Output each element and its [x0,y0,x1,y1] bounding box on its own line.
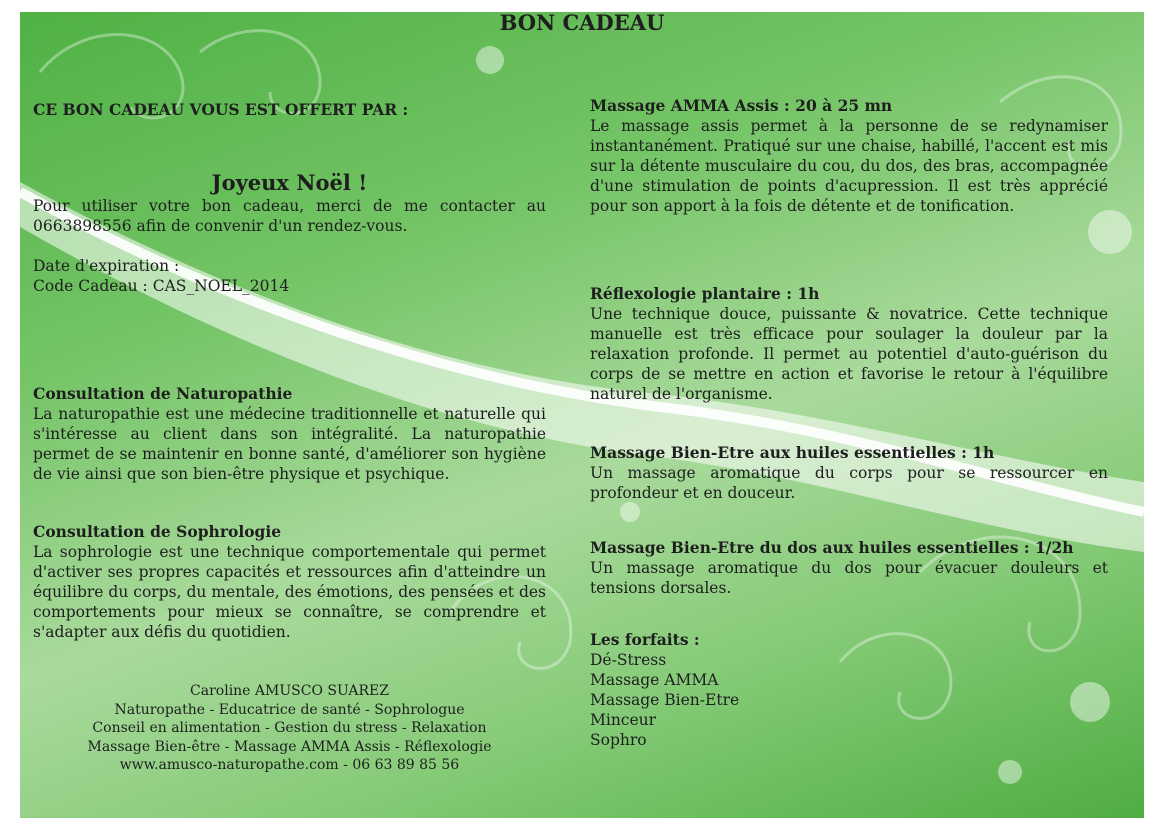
offer-section [33,100,546,296]
service-description: La sophrologie est une technique comportementale qui permet d'activer ses propres capacités et ressources afin d'atteindre un équilibre du corps, du mentale, des émotions, des pensées et des comportements pour mieux se connaître, se comprendre et s'adapter aux défis du quotidien. [33,543,546,641]
offer-heading: CE BON CADEAU VOUS EST OFFERT PAR : [33,100,409,119]
signature-block [33,682,546,775]
forfaits-title: Les forfaits : [590,630,700,649]
service-title: Réflexologie plantaire : 1h [590,284,820,303]
practitioner-name: Caroline AMUSCO SUAREZ [190,683,389,699]
forfait-item: Sophro [590,731,647,749]
service-reflexologie [590,284,1108,404]
service-bien-etre [590,443,1108,503]
service-title: Massage Bien-Etre du dos aux huiles essentielles : 1/2h [590,538,1074,557]
service-description: Un massage aromatique du corps pour se ressourcer en profondeur et en douceur. [590,464,1108,502]
service-description: Le massage assis permet à la personne de se redynamiser instantanément. Pratiqué sur une chaise, habillé, l'accent est mis sur la détente musculaire du cou, du dos, des bras, accompagnée d'une stimulation de points d'acupression. Il est très apprécié pour son apport à la fois de détente et de tonification. [590,117,1108,215]
forfaits-section [590,630,1108,750]
signature-line: Naturopathe - Educatrice de santé - Sophrologue [114,701,465,718]
forfait-item: Massage Bien-Etre [590,691,740,709]
contact-line: www.amusco-naturopathe.com - 06 63 89 85 56 [119,757,460,773]
card-title: BON CADEAU [499,12,665,35]
expiration-label: Date d'expiration : [33,257,180,275]
forfait-item: Dé-Stress [590,651,667,669]
signature-line: Conseil en alimentation - Gestion du stress - Relaxation [92,720,487,736]
service-sophrologie [33,522,546,642]
service-description: Une technique douce, puissante & novatrice. Cette technique manuelle est très efficace pour soulager la douleur par la relaxation profonde. Il permet au potentiel d'auto-guérison du corps de se mettre en action et favorise le retour à l'équilibre naturel de l'organisme. [590,305,1108,403]
service-amma [590,96,1108,216]
service-bien-etre-dos [590,538,1108,598]
gift-code: Code Cadeau : CAS_NOEL_2014 [33,277,290,295]
service-description: La naturopathie est une médecine traditionnelle et naturelle qui s'intéresse au client dans son intégralité. La naturopathie permet de se maintenir en bonne santé, d'améliorer son hygiène de vie ainsi que son bien-être physique et psychique. [33,405,546,483]
service-naturopathie [33,384,546,484]
forfait-item: Minceur [590,711,657,729]
offer-instructions: Pour utiliser votre bon cadeau, merci de me contacter au 0663898556 afin de convenir d'un rendez-vous. [33,197,546,235]
service-title: Consultation de Sophrologie [33,522,282,541]
service-title: Massage AMMA Assis : 20 à 25 mn [590,96,893,115]
greeting: Joyeux Noël ! [211,170,368,195]
service-title: Consultation de Naturopathie [33,384,293,403]
gift-card [20,12,1144,818]
service-description: Un massage aromatique du dos pour évacuer douleurs et tensions dorsales. [590,559,1108,597]
signature-line: Massage Bien-être - Massage AMMA Assis - Réflexologie [87,738,492,755]
forfait-item: Massage AMMA [590,671,719,689]
service-title: Massage Bien-Etre aux huiles essentielles : 1h [590,443,995,462]
